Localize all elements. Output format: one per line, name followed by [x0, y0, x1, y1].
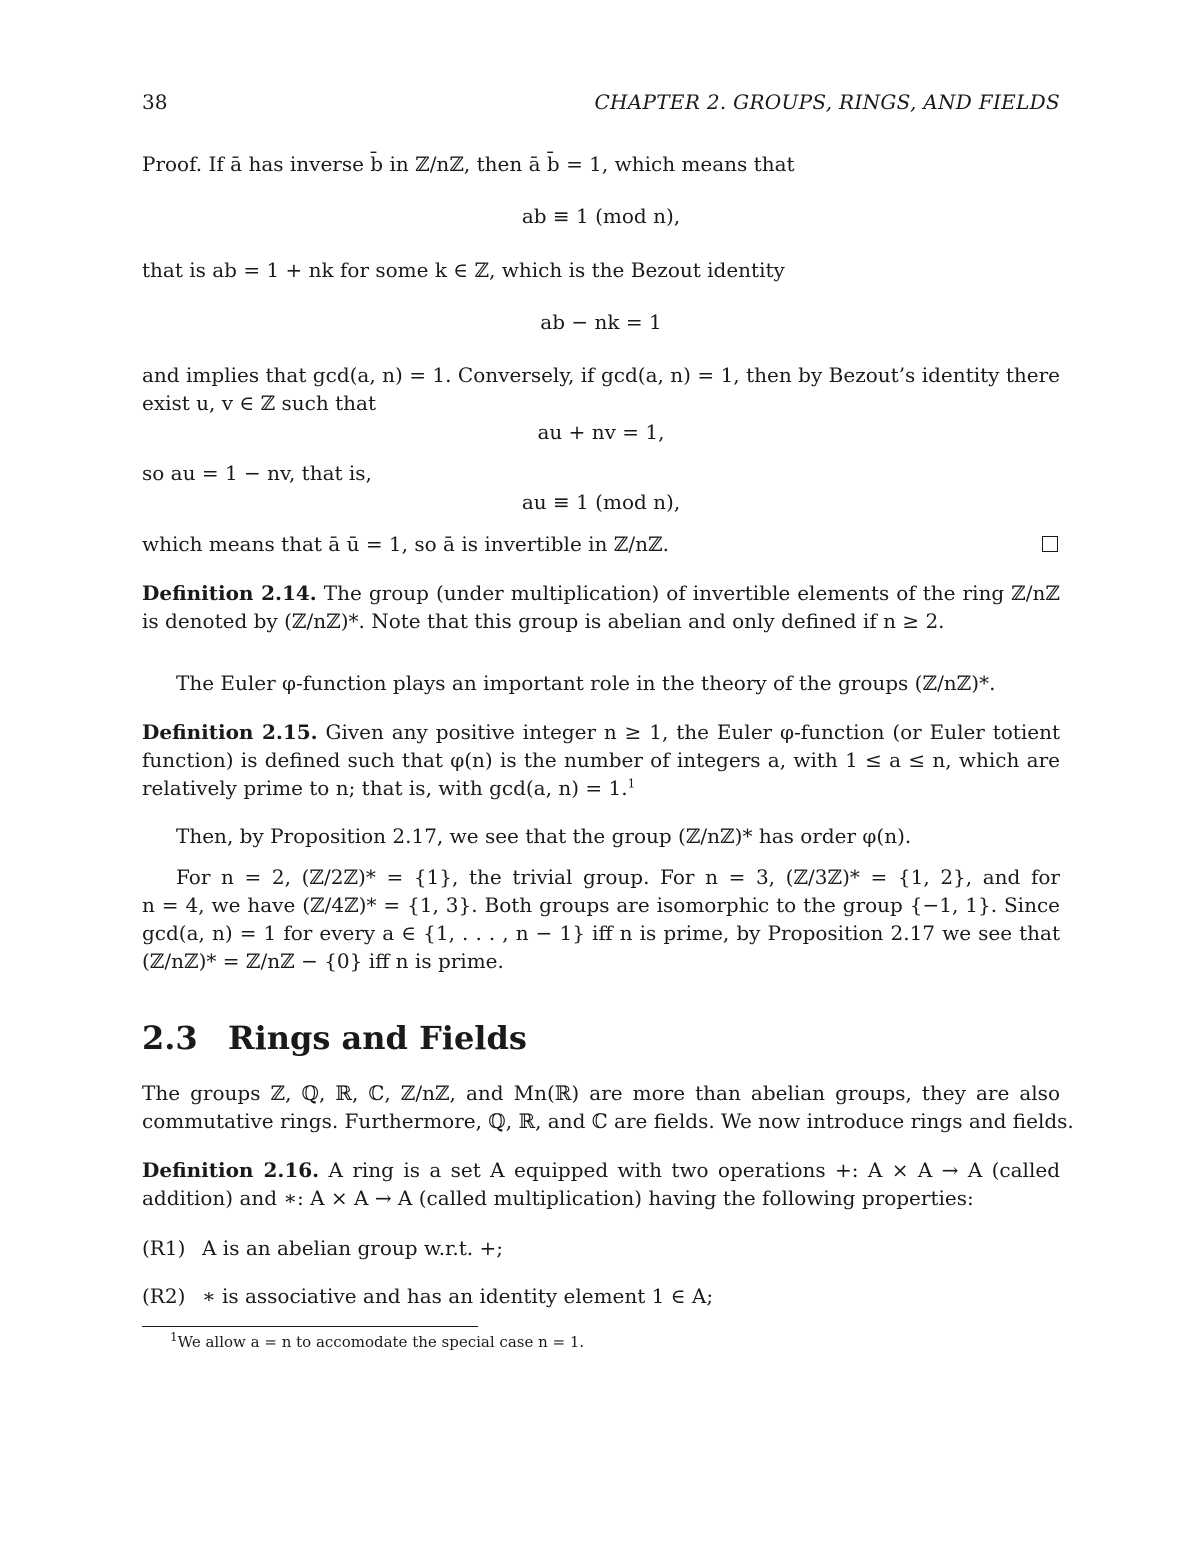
definition-label: Definition 2.14.: [142, 581, 317, 605]
equation-2: ab − nk = 1: [540, 310, 662, 334]
paragraph-for-line-3: gcd(a, n) = 1 for every a ∈ {1, . . . , n − 1} iff n is prime, by Proposition 2.17 we see that: [142, 921, 1060, 945]
running-title: CHAPTER 2. GROUPS, RINGS, AND FIELDS: [594, 90, 1060, 114]
proof-line-5-text: which means that ā ū = 1, so ā is invertible in ℤ/nℤ.: [142, 532, 669, 556]
footnote: [142, 1331, 1088, 1353]
definition-text: The group (under multiplication) of invertible elements of the ring ℤ/nℤ: [323, 581, 1060, 605]
proof-line-3b: exist u, v ∈ ℤ such that: [142, 391, 377, 415]
definition-2-15-line-1: [142, 718, 1060, 746]
page-number: 38: [142, 90, 168, 114]
definition-label: Definition 2.15.: [142, 720, 318, 744]
footnote-rule: [142, 1326, 478, 1327]
definition-text: A ring is a set A equipped with two operations +: A × A → A (called: [328, 1158, 1060, 1182]
item-text: A is an abelian group w.r.t. +;: [202, 1236, 504, 1260]
definition-2-14-line-1: [142, 579, 1060, 607]
definition-2-16-line-1: [142, 1156, 1060, 1184]
definition-2-16-line-2: addition) and ∗: A × A → A (called multiplication) having the following properties:: [142, 1186, 974, 1210]
proof-line-4: so au = 1 − nv, that is,: [142, 461, 372, 485]
euler-intro: The Euler φ-function plays an important role in the theory of the groups (ℤ/nℤ)*.: [176, 671, 996, 695]
equation-3: au + nv = 1,: [537, 420, 665, 444]
definition-text: relatively prime to n; that is, with gcd(a, n) = 1.: [142, 776, 628, 800]
paragraph-groups-line-1: The groups ℤ, ℚ, ℝ, ℂ, ℤ/nℤ, and Mn(ℝ) are more than abelian groups, they are also: [142, 1081, 1060, 1105]
proof-line-1: Proof. If ā has inverse b̄ in ℤ/nℤ, then ā b̄ = 1, which means that: [142, 152, 795, 176]
definition-2-15-line-3: [142, 774, 1060, 802]
footnote-mark: 1: [170, 1330, 178, 1344]
section-title: Rings and Fields: [228, 1019, 527, 1057]
list-item: [142, 1234, 1060, 1262]
proof-line-3a: and implies that gcd(a, n) = 1. Conversely, if gcd(a, n) = 1, then by Bezout’s identity there: [142, 363, 1060, 387]
definition-label: Definition 2.16.: [142, 1158, 320, 1182]
proof-line-2: that is ab = 1 + nk for some k ∈ ℤ, which is the Bezout identity: [142, 258, 785, 282]
proof-line-5: [142, 530, 1060, 558]
paragraph-for-line-2: n = 4, we have (ℤ/4ℤ)* = {1, 3}. Both groups are isomorphic to the group {−1, 1}. Since: [142, 893, 1060, 917]
item-label: (R2): [142, 1284, 186, 1308]
definition-2-14-line-2: is denoted by (ℤ/nℤ)*. Note that this group is abelian and only defined if n ≥ 2.: [142, 609, 945, 633]
section-heading: [142, 1018, 1060, 1058]
definition-text: Given any positive integer n ≥ 1, the Euler φ-function (or Euler totient: [325, 720, 1060, 744]
footnote-mark: 1: [627, 776, 636, 791]
item-text: ∗ is associative and has an identity element 1 ∈ A;: [202, 1284, 714, 1308]
definition-2-15-line-2: function) is defined such that φ(n) is the number of integers a, with 1 ≤ a ≤ n, which are: [142, 748, 1060, 772]
equation-1: ab ≡ 1 (mod n),: [521, 204, 681, 228]
list-item: [142, 1282, 1060, 1310]
section-number: 2.3: [142, 1019, 198, 1057]
footnote-text: We allow a = n to accomodate the special case n = 1.: [177, 1333, 585, 1351]
paragraph-for-line-4: (ℤ/nℤ)* = ℤ/nℤ − {0} iff n is prime.: [142, 949, 504, 973]
qed-box-icon: [1042, 536, 1058, 552]
paragraph-for-line-1: For n = 2, (ℤ/2ℤ)* = {1}, the trivial group. For n = 3, (ℤ/3ℤ)* = {1, 2}, and for: [176, 865, 1060, 889]
page-header: [142, 88, 1060, 116]
paragraph-then: Then, by Proposition 2.17, we see that the group (ℤ/nℤ)* has order φ(n).: [176, 824, 912, 848]
equation-4: au ≡ 1 (mod n),: [521, 490, 681, 514]
item-label: (R1): [142, 1236, 186, 1260]
paragraph-groups-line-2: commutative rings. Furthermore, ℚ, ℝ, and ℂ are fields. We now introduce rings and fields.: [142, 1109, 1074, 1133]
